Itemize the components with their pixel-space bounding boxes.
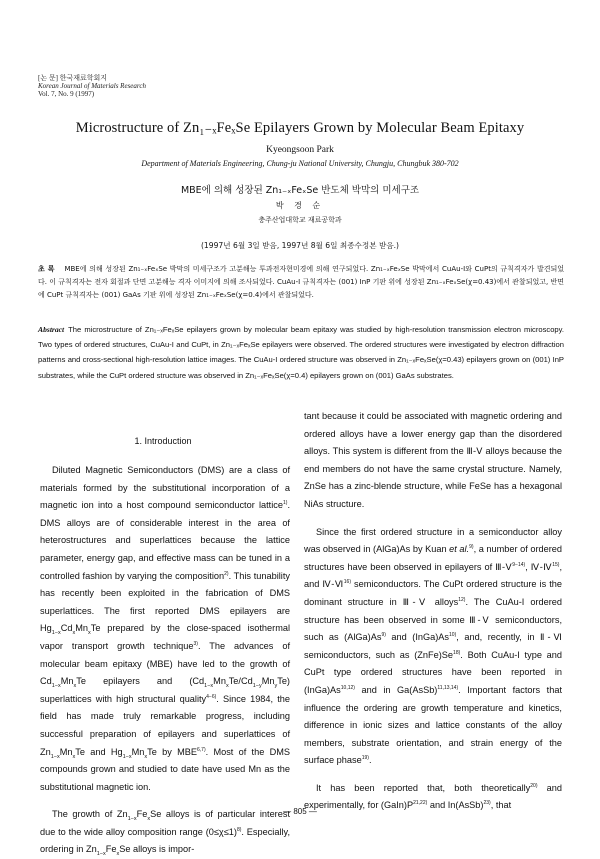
journal-english-name: Korean Journal of Materials Research: [38, 82, 146, 90]
korean-title: MBE에 의해 성장된 Zn₁₋ₓFeₓSe 반도체 박막의 미세구조: [180, 185, 420, 196]
page-number: — 805 —: [283, 807, 317, 816]
author-name: Kyeongsoon Park: [266, 145, 334, 155]
korean-abstract-text: MBE에 의해 성장된 Zn₁₋ₓFeₓSe 박막의 미세구조가 고분해능 투과전자현미경에 의해 연구되었다. Zn₁₋ₓFeₓSe 박막에서 CuAu-I와 CuPt의 규칙격자가 발견되었다. 이 규칙격자는 전자 회절과 단면 고분해능 격자 이미지에 의해 조사되었다. CuAu-I 규칙격자는 (001) InP 기판 위에 성장된 Zn₁₋ₓFeₓSe(χ=0.43)에서 관찰되었고, 반면에 CuPt 규칙격자는 (001) GaAs 기판 위에 성장된 Zn₁₋ₓFeₓSe(χ=0.4)에서 관찰되었다.: [38, 265, 564, 299]
abstract-text: The microstructure of Zn₁₋ₓFeₓSe epilayers grown by molecular beam epitaxy was studied by high-resolution transmission electron microscopy. Two types of ordered structures, CuAu-I and CuPt, in Zn₁₋ₓFeₓSe epilayers were observed. The ordered structures were investigated by electron diffraction patterns and cross-sectional high-resolution lattice images. The CuAu-I ordered structure was observed in Zn₁₋ₓFeₓSe(χ=0.43) epilayers grown on (001) InP substrates, while the CuPt ordered structure was observed in Zn₁₋ₓFeₓSe(χ=0.4) epilayers grown on (001) GaAs substrates.: [38, 325, 564, 380]
body-paragraph: The growth of $Zn_{1-x}Fe_xSe$ alloys is of particular interest due to the wide alloy composition range (0≤χ≤1)$^{8)}$. Especially, ordering in $Zn_{1-x}Fe_xSe$ alloys is impor-: [40, 809, 291, 858]
korean-affiliation: 충주산업대학교 재료공학과: [258, 216, 342, 224]
korean-author: 박 경 순: [275, 201, 325, 210]
body-column-left: [40, 462, 290, 859]
section-heading: 1. Introduction: [134, 436, 192, 446]
journal-korean-name: [논 문] 한국재료학회지: [38, 74, 108, 82]
korean-abstract: [38, 263, 564, 302]
abstract-label: Abstract: [38, 325, 65, 334]
paper-title: Microstructure of Zn₁₋ₓFeₓSe Epilayers Grown by Molecular Beam Epitaxy: [75, 120, 525, 136]
received-dates: (1997년 6월 3일 받음, 1997년 8월 6일 최종수정본 받음.): [200, 241, 400, 250]
journal-volume: Vol. 7, No. 9 (1997): [38, 90, 95, 98]
body-paragraph: Diluted Magnetic Semiconductors (DMS) are a class of materials formed by the substitutional incorporation of a magnetic ion into a host compound semiconductor lattice$^{1)}$. DMS alloys are of considerable interest in the area of heterostructures and superlattices because the lattice parameter, energy gap, and effective mass can be tuned in a controlled fashion by varying the composition$^{2)}$. This tunability has recently been exploited in the fabrication of DMS superlattices. The first reported DMS epilayers are $Hg_{1-x}Cd_xMn_xTe$ prepared by the close-spaced isothermal vapor transport growth technique$^{3)}$. The advances of molecular beam epitaxy (MBE) have led to the growth of $Cd_{1-x}Mn_xTe$ epilayers and $(Cd_{1-x}Mn_xTe/Cd_{1-y}Mn_yTe)$ superlattices with high structural quality$^{4-6)}$. Since 1984, the field has made truly remarkable progress, including successful preparation of epilayers and superlattices of $Zn_{1-x}Mn_xTe$ and $Hg_{1-x}Mn_xTe$ by MBE$^{6,7)}$. Most of the DMS compounds grown and studied to date have used Mn as the substitutional magnetic ion.: [40, 465, 290, 792]
body-paragraph: It has been reported that, both theoretically$^{20)}$ and experimentally, for $(GaIn)P^{21,22)}$ and In(AsSb)$^{23)}$, that: [304, 782, 562, 811]
body-paragraph: tant because it could be associated with magnetic ordering and ordered alloys have a lower energy gap than the disordered alloys. This system is different from the Ⅲ-Ⅴ alloys because the end members do not have the same crystal structure. Namely, ZnSe has a zinc-blende structure, while FeSe has a hexagonal NiAs structure.: [304, 411, 562, 509]
journal-header: [38, 74, 146, 98]
body-column-right: [304, 408, 562, 815]
author-affiliation: Department of Materials Engineering, Chung-ju National University, Chungju, Chungbuk 380-702: [141, 159, 459, 168]
body-paragraph: Since the first ordered structure in a semiconductor alloy was observed in (AlGa)As by Kuan et al.$^{9)}$, a number of ordered structures have been observed in epilayers of Ⅲ-Ⅴ$^{9-14)}$, Ⅳ-Ⅳ$^{15)}$, and Ⅳ-Ⅵ$^{16)}$ semiconductors. The CuPt ordered structure is the dominant structure in Ⅲ-Ⅴ alloys$^{12)}$. The CuAu-I ordered structure has been observed in some Ⅲ-Ⅴ semiconductors, such as (AlGa)As$^{9)}$ and (InGa)As$^{10)}$, and, recently, in Ⅱ-Ⅵ semiconductors, such as (ZnFe)Se$^{18)}$. Both CuAu-I type and CuPt type ordered structures have been reported in (InGa)As$^{10,12)}$ and in Ga(AsSb)$^{11,13,14)}$. Important factors that influence the ordering are growth temperature and kinetics, difference in ionic sizes and lattice constants of the alloy members, substrate orientation, and strain energy of the surface phase$^{19)}$.: [304, 526, 563, 766]
korean-abstract-label: 초 록: [38, 265, 55, 273]
english-abstract: [38, 322, 564, 383]
